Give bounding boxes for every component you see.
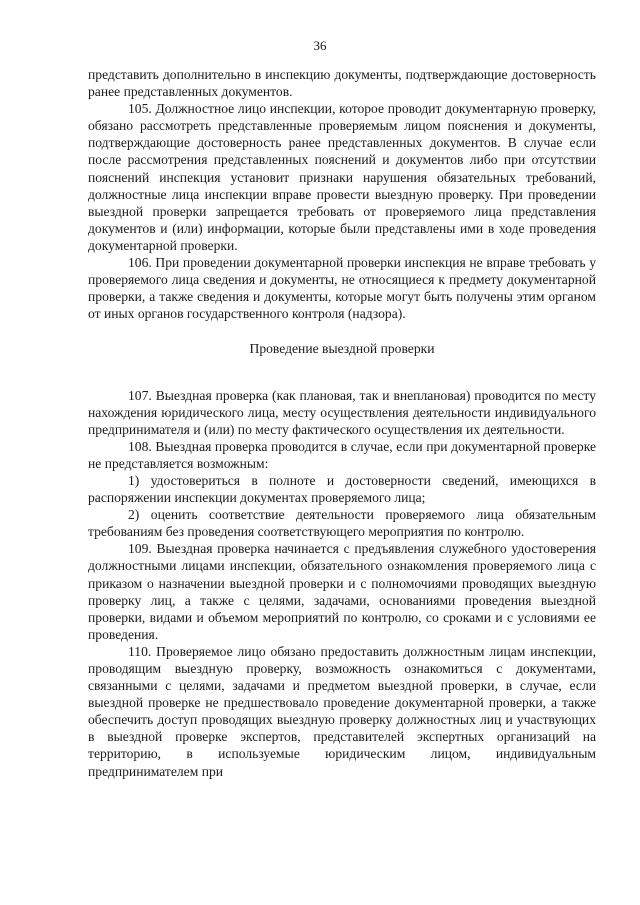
paragraph-110: 110. Проверяемое лицо обязано предоставить должностным лицам инспекции, проводящим выездную проверку, возможность ознакомиться с документами, связанными с целями, задачами и предметом выездной проверки, в случае, если выездной проверке не предшествовало проведение документарной проверки, а также обеспечить доступ проводящих выездную проверку должностных лиц и участвующих в выездной проверке экспертов, представителей экспертных организаций на территорию, в используемые юридическим лицом, индивидуальным предпринимателем при (88, 643, 596, 779)
paragraph-106: 106. При проведении документарной проверки инспекция не вправе требовать у проверяемого лица сведения и документы, не относящиеся к предмету документарной проверки, а также сведения и документы, которые могут быть получены этим органом от иных органов государственного контроля (надзора). (88, 255, 596, 322)
document-body (88, 66, 596, 780)
section-heading: Проведение выездной проверки (249, 341, 435, 357)
paragraph-108-item-1: 1) удостовериться в полноте и достоверности сведений, имеющихся в распоряжении инспекции документах проверяемого лица; (88, 472, 596, 506)
paragraph-continuation: представить дополнительно в инспекцию документы, подтверждающие достоверность ранее представленных документов. (88, 67, 596, 100)
page-number: 36 (313, 38, 327, 53)
paragraph-105: 105. Должностное лицо инспекции, которое проводит документарную проверку, обязано рассмотреть представленные проверяемым лицом пояснения и документы, подтверждающие достоверность ранее представленных документов. В случае если после рассмотрения представленных пояснений и документов либо при отсутствии пояснений инспекция установит признаки нарушения обязательных требований, должностные лица инспекции вправе провести выездную проверку. При проведении выездной проверки запрещается требовать от проверяемого лица представления документов и (или) информации, которые были представлены ими в ходе проведения документарной проверки. (88, 101, 596, 253)
paragraph-107: 107. Выездная проверка (как плановая, так и внеплановая) проводится по месту нахождения юридического лица, месту осуществления деятельности индивидуального предпринимателя и (или) по месту фактического осуществления их деятельности. (88, 387, 596, 437)
paragraph-109: 109. Выездная проверка начинается с предъявления служебного удостоверения должностными лицами инспекции, обязательного ознакомления проверяемого лица с приказом о назначении выездной проверки и с полномочиями проводящих выездную проверку лиц, а также с целями, задачами, основаниями проведения выездной проверки, видами и объемом мероприятий по контролю, со сроками и с условиями ее проведения. (88, 541, 596, 642)
paragraph-108-item-2: 2) оценить соответствие деятельности проверяемого лица обязательным требованиям без проведения соответствующего мероприятия по контролю. (88, 507, 596, 540)
paragraph-108: 108. Выездная проверка проводится в случае, если при документарной проверке не представляется возможным: (88, 438, 596, 471)
